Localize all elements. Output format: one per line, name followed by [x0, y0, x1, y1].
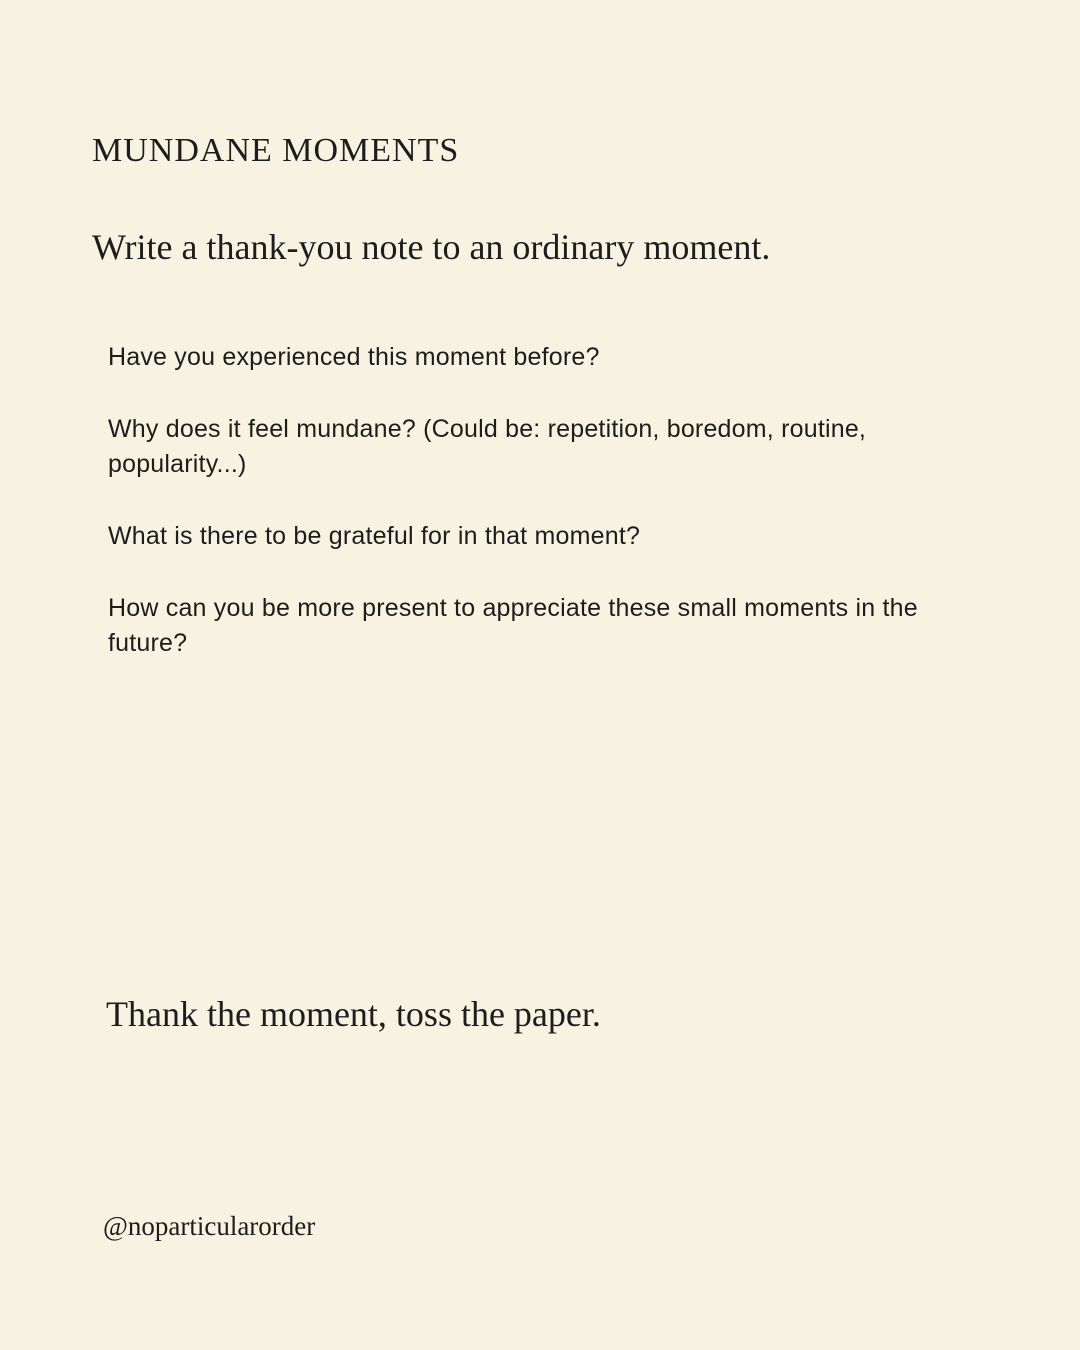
account-handle: @noparticularorder	[103, 1211, 316, 1241]
question-line: What is there to be grateful for in that moment?	[108, 522, 641, 550]
question-line: Why does it feel mundane? (Could be: repetition, boredom, routine,	[108, 415, 867, 443]
question-item	[108, 412, 1018, 482]
question-item	[108, 591, 1018, 661]
closing-text: Thank the moment, toss the paper.	[106, 994, 601, 1034]
questions-list	[108, 340, 1018, 698]
question-item	[108, 340, 1018, 375]
question-line: How can you be more present to appreciate these small moments in the	[108, 594, 918, 622]
question-line: popularity...)	[108, 450, 247, 478]
question-line: future?	[108, 629, 188, 657]
prompt-text: Write a thank-you note to an ordinary moment.	[92, 227, 771, 267]
page-title: MUNDANE MOMENTS	[92, 132, 460, 169]
question-item	[108, 519, 1018, 554]
question-line: Have you experienced this moment before?	[108, 343, 600, 371]
